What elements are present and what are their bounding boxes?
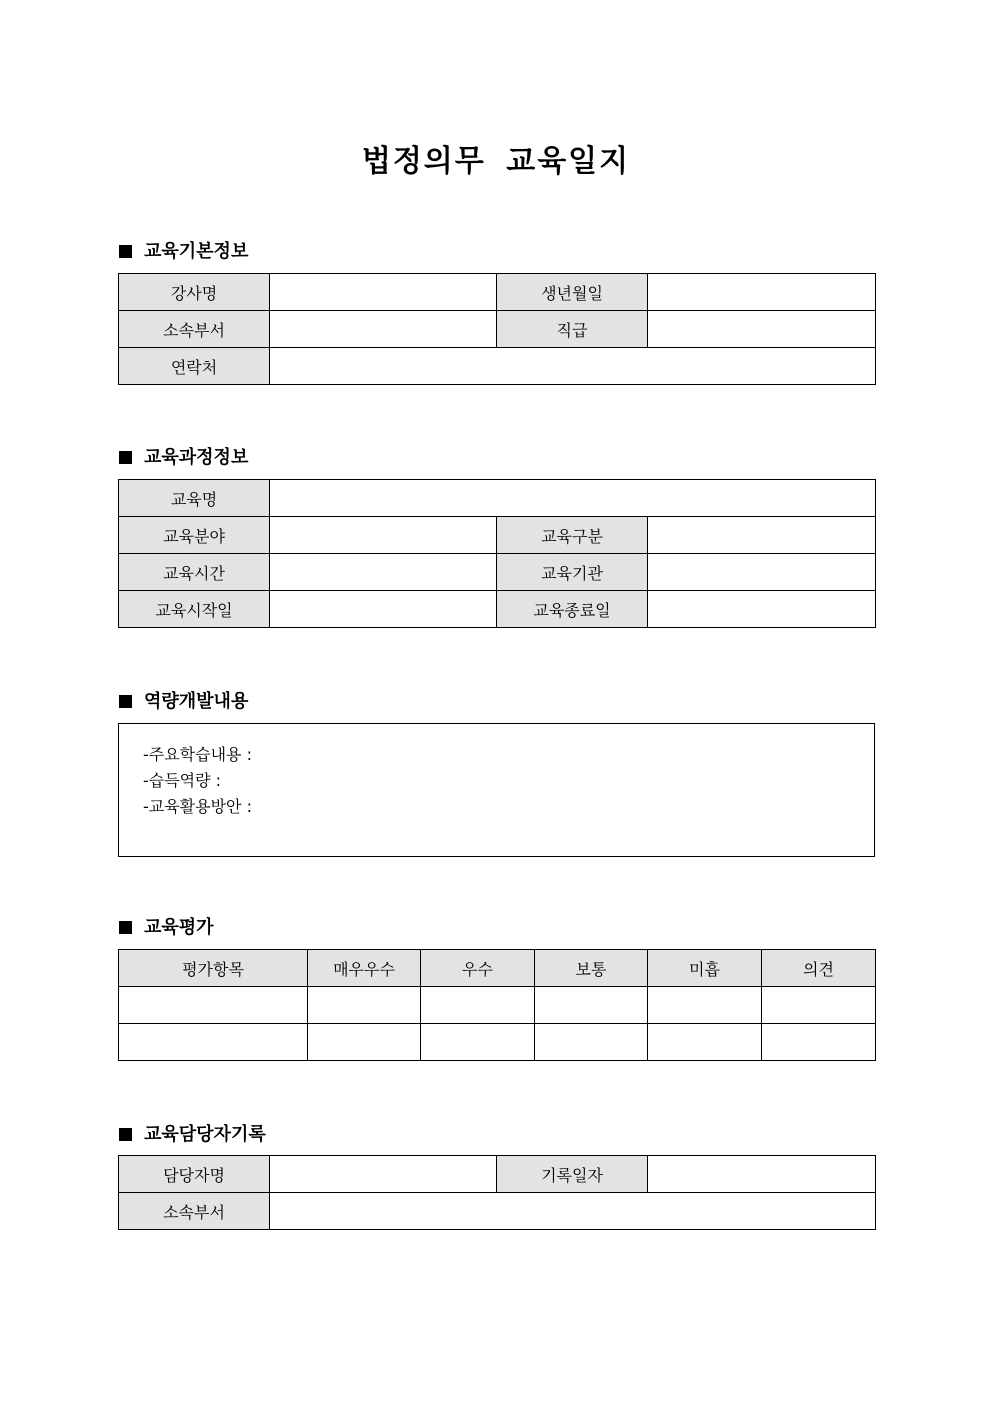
square-bullet-icon xyxy=(119,1128,132,1141)
category-field[interactable] xyxy=(648,517,876,554)
department-field[interactable] xyxy=(270,311,497,348)
field-label: 교육분야 xyxy=(119,517,270,554)
section-heading-basic xyxy=(119,240,248,264)
position-field[interactable] xyxy=(648,311,876,348)
table-row xyxy=(119,517,876,554)
instructor-name-field[interactable] xyxy=(270,274,497,311)
document-title: 법정의무 교육일지 xyxy=(361,144,631,179)
table-row xyxy=(119,987,876,1024)
section-heading-evaluation-label: 교육평가 xyxy=(144,917,214,938)
square-bullet-icon xyxy=(119,245,132,258)
manager-name-label: 담당자명 xyxy=(119,1156,270,1193)
end-date-field[interactable] xyxy=(648,591,876,628)
course-name-field[interactable] xyxy=(270,480,876,517)
table-row xyxy=(119,1193,876,1230)
column-header-excellent: 매우우수 xyxy=(308,950,421,987)
section-heading-course xyxy=(119,446,248,470)
record-date-label: 기록일자 xyxy=(497,1156,648,1193)
table-row xyxy=(119,1024,876,1061)
poor-cell[interactable] xyxy=(648,1024,762,1061)
end-date-label: 교육종료일 xyxy=(497,591,648,628)
instructor-name-label: 강사명 xyxy=(119,274,270,311)
opinion-cell[interactable] xyxy=(762,987,876,1024)
contact-label: 연락처 xyxy=(119,348,270,385)
good-cell[interactable] xyxy=(421,987,535,1024)
course-info-table xyxy=(118,479,876,628)
table-row xyxy=(119,591,876,628)
category-label: 교육구분 xyxy=(497,517,648,554)
column-header-opinion: 의견 xyxy=(762,950,876,987)
contact-field[interactable] xyxy=(270,348,876,385)
excellent-cell[interactable] xyxy=(308,1024,421,1061)
evaluation-item-cell[interactable] xyxy=(119,1024,308,1061)
hours-field[interactable] xyxy=(270,554,497,591)
basic-info-table xyxy=(118,273,876,385)
section-heading-evaluation xyxy=(119,916,214,940)
manager-department-field[interactable] xyxy=(270,1193,876,1230)
table-row xyxy=(119,480,876,517)
poor-cell[interactable] xyxy=(648,987,762,1024)
section-heading-competency xyxy=(119,690,248,714)
start-date-field[interactable] xyxy=(270,591,497,628)
birth-date-field[interactable] xyxy=(648,274,876,311)
average-cell[interactable] xyxy=(535,1024,648,1061)
square-bullet-icon xyxy=(119,695,132,708)
department-label: 소속부서 xyxy=(119,311,270,348)
manager-name-field[interactable] xyxy=(270,1156,497,1193)
key-learning-line: -주요학습내용 : xyxy=(143,745,252,764)
square-bullet-icon xyxy=(119,921,132,934)
table-row xyxy=(119,348,876,385)
section-heading-manager-label: 교육담당자기록 xyxy=(144,1124,266,1145)
manager-department-label: 소속부서 xyxy=(119,1193,270,1230)
acquired-competency-line: -습득역량 : xyxy=(143,771,222,790)
table-row xyxy=(119,1156,876,1193)
birth-date-label: 생년월일 xyxy=(497,274,648,311)
field-field[interactable] xyxy=(270,517,497,554)
section-heading-competency-label: 역량개발내용 xyxy=(144,691,249,712)
excellent-cell[interactable] xyxy=(308,987,421,1024)
evaluation-table xyxy=(118,949,876,1061)
application-plan-line: -교육활용방안 : xyxy=(143,797,252,816)
table-row xyxy=(119,311,876,348)
table-row xyxy=(119,274,876,311)
start-date-label: 교육시작일 xyxy=(119,591,270,628)
position-label: 직급 xyxy=(497,311,648,348)
table-header-row xyxy=(119,950,876,987)
evaluation-item-cell[interactable] xyxy=(119,987,308,1024)
column-header-average: 보통 xyxy=(535,950,648,987)
hours-label: 교육시간 xyxy=(119,554,270,591)
section-heading-manager xyxy=(119,1123,266,1147)
course-name-label: 교육명 xyxy=(119,480,270,517)
column-header-poor: 미흡 xyxy=(648,950,762,987)
manager-record-table xyxy=(118,1155,876,1230)
opinion-cell[interactable] xyxy=(762,1024,876,1061)
table-row xyxy=(119,554,876,591)
competency-content-box[interactable] xyxy=(118,723,875,857)
column-header-good: 우수 xyxy=(421,950,535,987)
average-cell[interactable] xyxy=(535,987,648,1024)
institution-field[interactable] xyxy=(648,554,876,591)
column-header-item: 평가항목 xyxy=(119,950,308,987)
record-date-field[interactable] xyxy=(648,1156,876,1193)
good-cell[interactable] xyxy=(421,1024,535,1061)
institution-label: 교육기관 xyxy=(497,554,648,591)
section-heading-course-label: 교육과정정보 xyxy=(144,447,249,468)
square-bullet-icon xyxy=(119,451,132,464)
section-heading-basic-label: 교육기본정보 xyxy=(144,241,249,262)
